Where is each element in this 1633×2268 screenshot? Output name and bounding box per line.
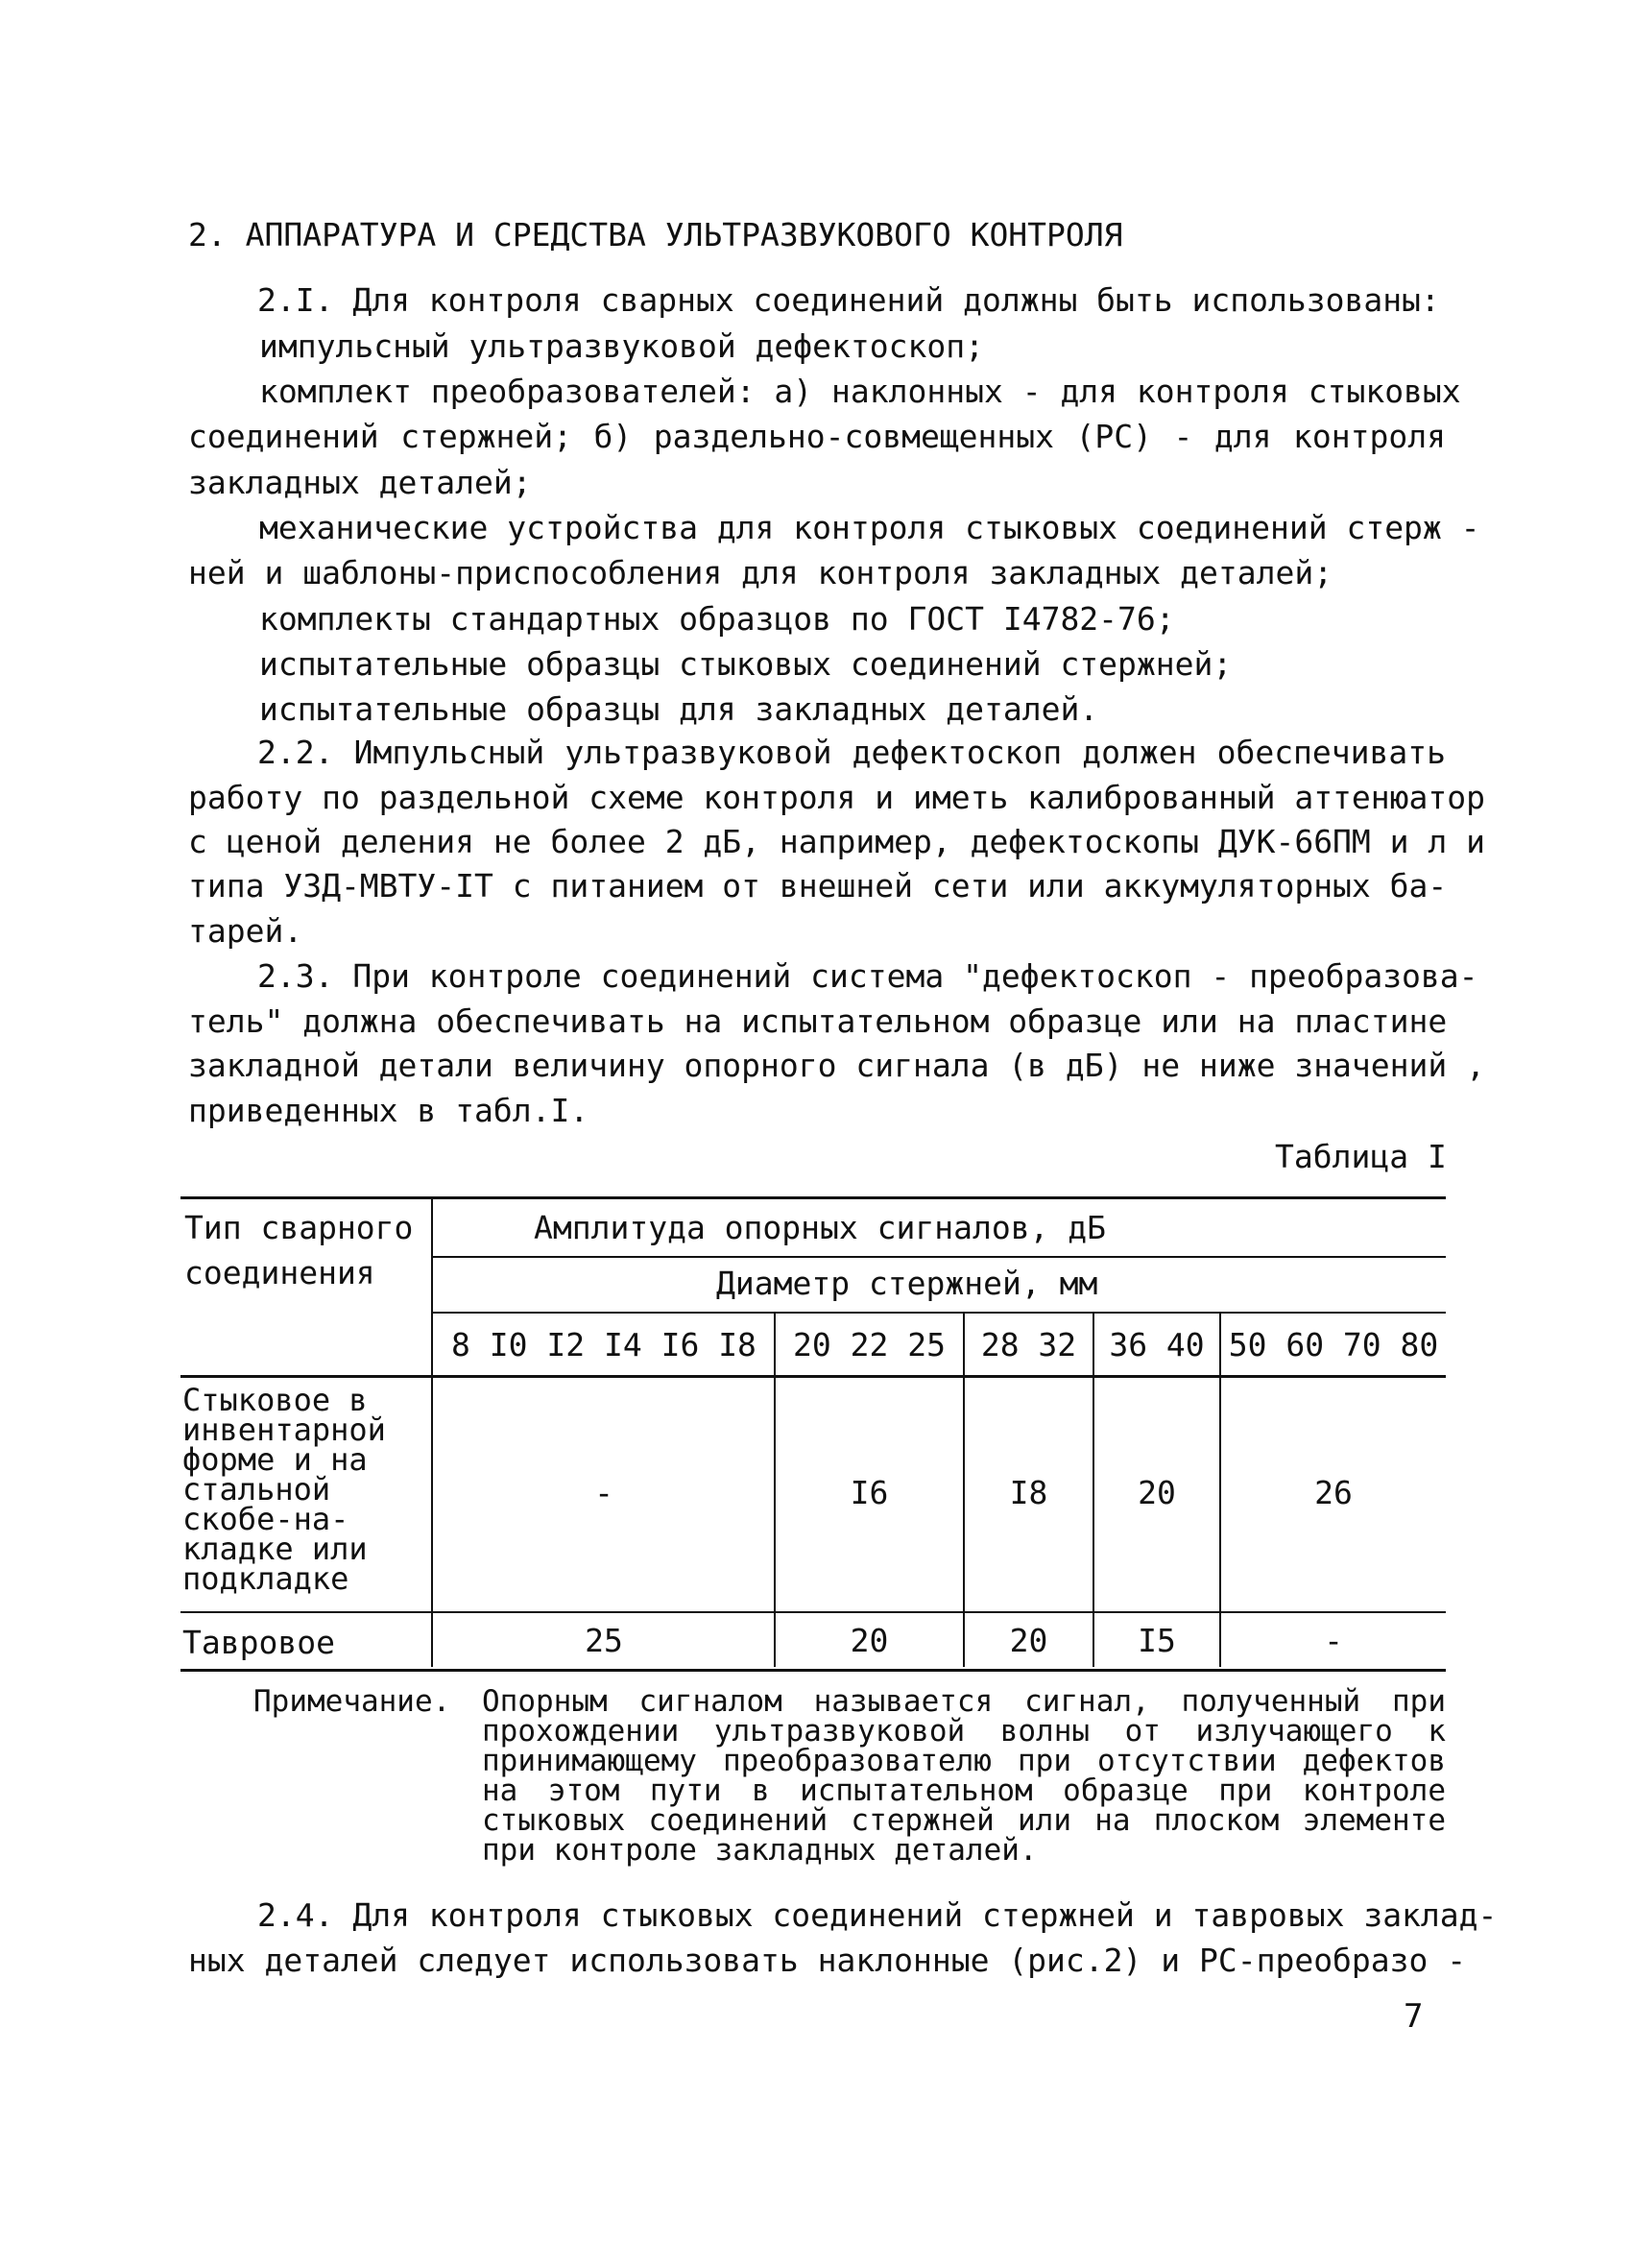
p21-line: закладных деталей;: [188, 464, 532, 501]
table-row-type: Тавровое: [182, 1624, 335, 1661]
p22-line: тарей.: [188, 912, 303, 950]
table-cell: I6: [850, 1474, 889, 1511]
diameter-group: 28 32: [980, 1326, 1077, 1363]
p21-line: 2.I. Для контроля сварных соединений должны быть использованы:: [257, 281, 1440, 319]
table-cell: 25: [585, 1622, 623, 1659]
row-type-line: скобе-на-: [182, 1501, 349, 1537]
row-type-line: инвентарной: [182, 1411, 386, 1448]
table-col1-header: Тип сварного: [184, 1209, 414, 1246]
table-cell: -: [594, 1474, 613, 1511]
note-label: Примечание.: [253, 1684, 451, 1719]
p22-line: типа УЗД-МВТУ-IТ с питанием от внешней сети или аккумуляторных ба-: [188, 867, 1448, 905]
section-title: 2. АППАРАТУРА И СРЕДСТВА УЛЬТРАЗВУКОВОГО КОНТРОЛЯ: [188, 216, 1123, 253]
table-top-rule: [180, 1196, 1446, 1199]
table-rule: [432, 1256, 1446, 1258]
page-number: 7: [1404, 1997, 1424, 2036]
p21-line: испытательные образцы стыковых соединений стержней;: [259, 645, 1233, 683]
note-line: на этом пути в испытательном образце при контроле: [482, 1773, 1446, 1808]
row-type-line: кладке или: [182, 1531, 368, 1567]
note-line: принимающему преобразователю при отсутствии дефектов: [482, 1744, 1446, 1778]
table-rule: [432, 1312, 1446, 1314]
p21-line: ней и шаблоны-приспособления для контроля закладных деталей;: [188, 554, 1333, 591]
row-type-line: подкладке: [182, 1560, 349, 1597]
table-cell: 20: [850, 1622, 889, 1659]
p22-line: с ценой деления не более 2 дБ, например, дефектоскопы ДУК-66ПМ и л и: [188, 823, 1486, 860]
table-cell: -: [1324, 1622, 1343, 1659]
table-group-header: Амплитуда опорных сигналов, дБ: [534, 1209, 1107, 1246]
table-rule: [180, 1375, 1446, 1378]
note-line: Опорным сигналом называется сигнал, полученный при: [482, 1684, 1446, 1719]
note-line: стыковых соединений стержней или на плоском элементе: [482, 1803, 1446, 1838]
p21-line: комплекты стандартных образцов по ГОСТ I4782-76;: [259, 600, 1175, 638]
row-type-line: форме и на: [182, 1441, 368, 1478]
table-cell: I5: [1138, 1622, 1176, 1659]
table-bottom-rule: [180, 1669, 1446, 1672]
p23-line: 2.3. При контроле соединений система "дефектоскоп - преобразова-: [257, 957, 1478, 995]
table-sub-header: Диаметр стержней, мм: [716, 1265, 1098, 1302]
table-vline: [431, 1196, 433, 1667]
diameter-group: 36 40: [1109, 1326, 1205, 1363]
table-cell: 20: [1138, 1474, 1176, 1511]
p24-line: 2.4. Для контроля стыковых соединений стержней и тавровых заклад-: [257, 1896, 1498, 1934]
table-cell: 26: [1314, 1474, 1353, 1511]
p24-line: ных деталей следует использовать наклонные (рис.2) и РС-преобразо -: [188, 1942, 1467, 1979]
p23-line: закладной детали величину опорного сигнала (в дБ) не ниже значений ,: [188, 1047, 1486, 1084]
p23-line: приведенных в табл.I.: [188, 1092, 589, 1129]
p21-line: испытательные образцы для закладных деталей.: [259, 690, 1099, 728]
p22-line: работу по раздельной схеме контроля и иметь калиброванный аттенюатор: [188, 779, 1486, 816]
p23-line: тель" должна обеспечивать на испытательном образце или на пластине: [188, 1002, 1448, 1040]
p21-line: комплект преобразователей: а) наклонных - для контроля стыковых: [259, 373, 1461, 410]
note-line: прохождении ультразвуковой волны от излучающего к: [482, 1714, 1446, 1749]
table-rule: [180, 1611, 1446, 1613]
table-col1-header: соединения: [184, 1254, 375, 1291]
row-type-line: стальной: [182, 1471, 331, 1508]
diameter-group: 8 I0 I2 I4 I6 I8: [451, 1326, 756, 1363]
table-cell: 20: [1009, 1622, 1048, 1659]
p22-line: 2.2. Импульсный ультразвуковой дефектоскоп должен обеспечивать: [257, 734, 1446, 771]
table-cell: I8: [1009, 1474, 1048, 1511]
diameter-group: 20 22 25: [793, 1326, 946, 1363]
p21-line: соединений стержней; б) раздельно-совмещенных (РС) - для контроля: [188, 418, 1446, 455]
p21-line: механические устройства для контроля стыковых соединений стерж -: [259, 509, 1480, 546]
table-caption: Таблица I: [1275, 1138, 1447, 1175]
diameter-group: 50 60 70 80: [1228, 1326, 1439, 1363]
note-line: при контроле закладных деталей.: [482, 1833, 1038, 1868]
row-type-line: Стыковое в: [182, 1382, 368, 1418]
p21-line: импульсный ультразвуковой дефектоскоп;: [259, 327, 984, 365]
table-row-type: [182, 1382, 386, 1597]
